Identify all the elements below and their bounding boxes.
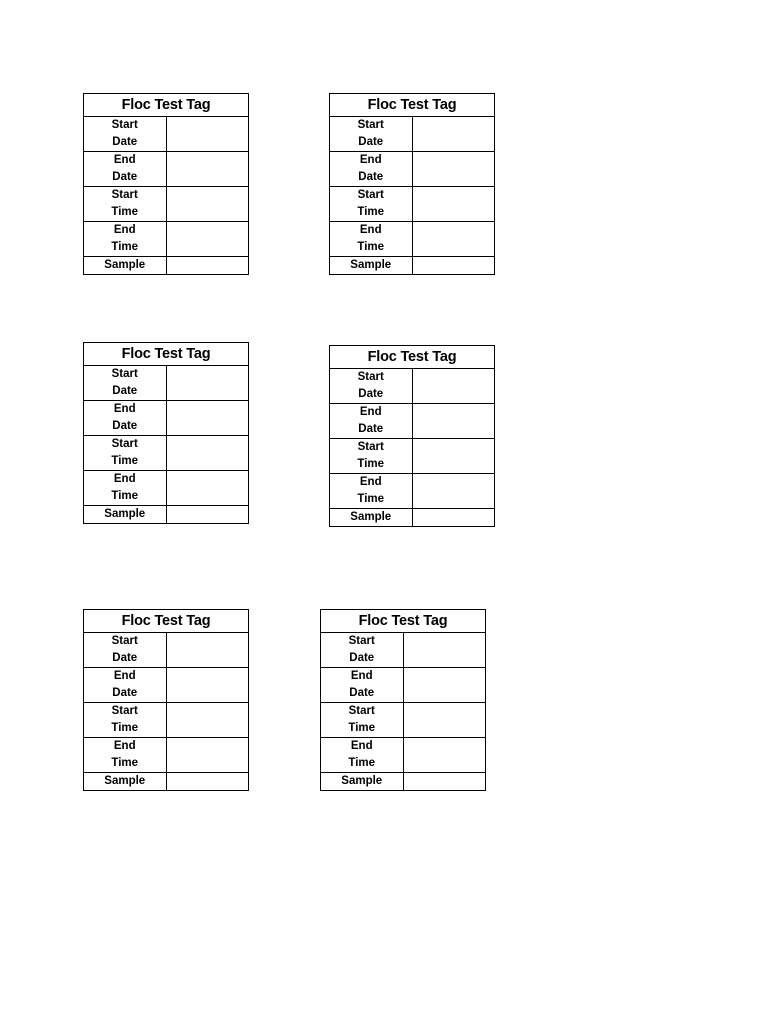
start-time-label: Start Time: [84, 436, 167, 471]
start-date-label: Start Date: [84, 366, 167, 401]
end-date-label: End Date: [84, 152, 167, 187]
start-date-label: Start Date: [321, 633, 404, 668]
floc-test-tag-5: [83, 609, 249, 791]
end-time-label: End Time: [330, 222, 413, 257]
end-time-label: End Time: [321, 738, 404, 773]
start-date-field[interactable]: [166, 633, 249, 668]
sample-label: Sample: [330, 257, 413, 275]
end-time-field[interactable]: [166, 738, 249, 773]
sample-field[interactable]: [412, 257, 495, 275]
end-date-field[interactable]: [166, 668, 249, 703]
end-date-label: End Date: [84, 401, 167, 436]
sample-field[interactable]: [166, 506, 249, 524]
sample-label: Sample: [84, 506, 167, 524]
sample-label: Sample: [330, 509, 413, 527]
end-time-label: End Time: [330, 474, 413, 509]
end-date-field[interactable]: [412, 152, 495, 187]
start-time-label: Start Time: [84, 187, 167, 222]
end-date-field[interactable]: [166, 401, 249, 436]
start-date-field[interactable]: [166, 366, 249, 401]
sample-label: Sample: [321, 773, 404, 791]
start-time-field[interactable]: [166, 703, 249, 738]
start-date-label: Start Date: [84, 633, 167, 668]
start-date-field[interactable]: [412, 369, 495, 404]
end-date-field[interactable]: [412, 404, 495, 439]
tag-title: Floc Test Tag: [84, 94, 249, 117]
start-date-label: Start Date: [330, 369, 413, 404]
start-time-field[interactable]: [166, 436, 249, 471]
floc-test-tag-6: [320, 609, 486, 791]
end-date-label: End Date: [330, 404, 413, 439]
end-time-field[interactable]: [166, 471, 249, 506]
end-time-label: End Time: [84, 738, 167, 773]
tag-title: Floc Test Tag: [84, 343, 249, 366]
end-time-field[interactable]: [412, 222, 495, 257]
start-time-label: Start Time: [330, 187, 413, 222]
end-time-field[interactable]: [166, 222, 249, 257]
floc-test-tag-2: [329, 93, 495, 275]
start-date-field[interactable]: [166, 117, 249, 152]
floc-test-tag-1: [83, 93, 249, 275]
end-date-field[interactable]: [166, 152, 249, 187]
tag-title: Floc Test Tag: [84, 610, 249, 633]
start-time-label: Start Time: [330, 439, 413, 474]
sample-label: Sample: [84, 773, 167, 791]
start-date-field[interactable]: [412, 117, 495, 152]
end-date-label: End Date: [321, 668, 404, 703]
start-time-label: Start Time: [321, 703, 404, 738]
end-time-label: End Time: [84, 222, 167, 257]
start-date-label: Start Date: [330, 117, 413, 152]
floc-test-tag-3: [83, 342, 249, 524]
tag-title: Floc Test Tag: [330, 346, 495, 369]
floc-test-tag-4: [329, 345, 495, 527]
end-time-field[interactable]: [412, 474, 495, 509]
start-time-field[interactable]: [166, 187, 249, 222]
end-date-label: End Date: [84, 668, 167, 703]
end-time-field[interactable]: [403, 738, 486, 773]
start-time-label: Start Time: [84, 703, 167, 738]
sample-field[interactable]: [166, 773, 249, 791]
start-time-field[interactable]: [412, 439, 495, 474]
start-date-label: Start Date: [84, 117, 167, 152]
tag-title: Floc Test Tag: [321, 610, 486, 633]
start-date-field[interactable]: [403, 633, 486, 668]
end-time-label: End Time: [84, 471, 167, 506]
end-date-label: End Date: [330, 152, 413, 187]
tag-title: Floc Test Tag: [330, 94, 495, 117]
start-time-field[interactable]: [412, 187, 495, 222]
sample-field[interactable]: [166, 257, 249, 275]
start-time-field[interactable]: [403, 703, 486, 738]
end-date-field[interactable]: [403, 668, 486, 703]
sample-field[interactable]: [403, 773, 486, 791]
sample-field[interactable]: [412, 509, 495, 527]
sample-label: Sample: [84, 257, 167, 275]
